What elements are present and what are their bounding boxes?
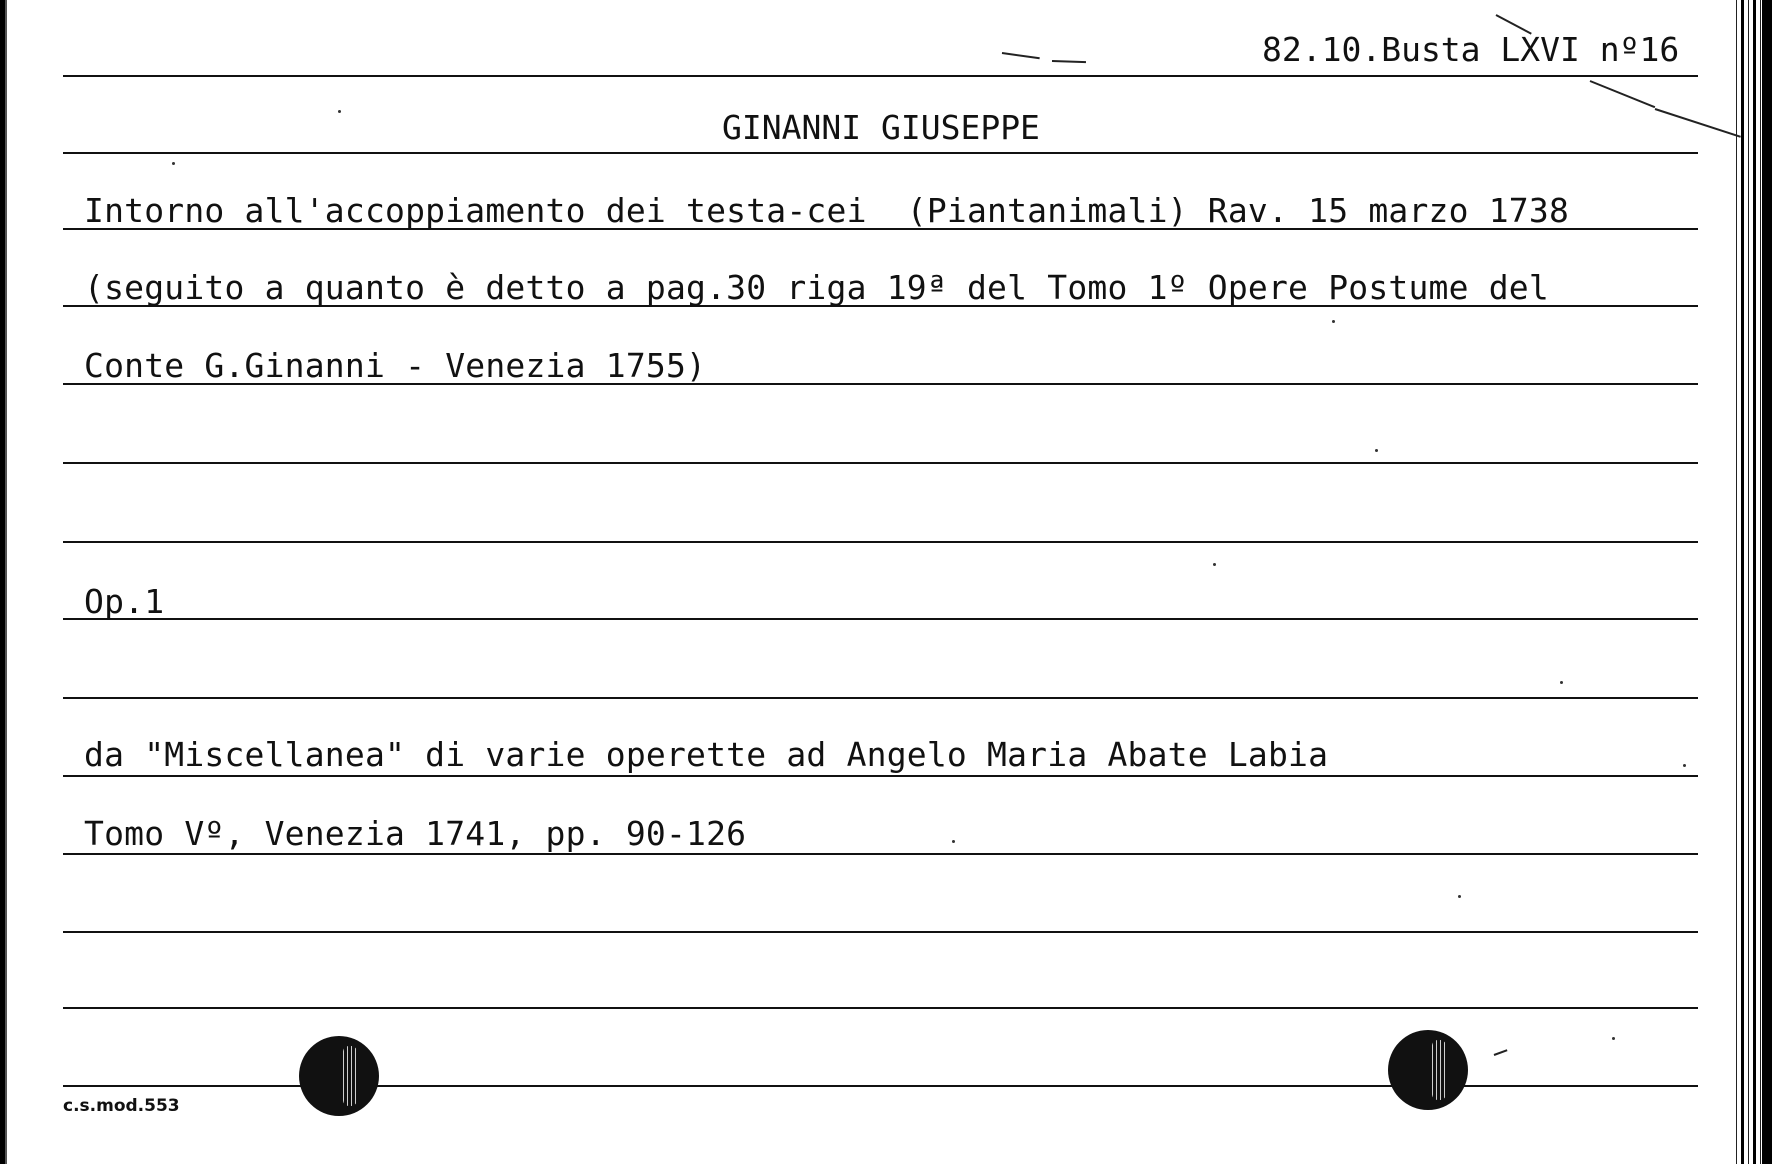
- scan-mark: [1002, 52, 1040, 59]
- speck: [338, 110, 341, 113]
- punch-hole-left: [299, 1036, 379, 1116]
- ruled-line: [63, 931, 1698, 933]
- ruled-line: [63, 853, 1698, 855]
- source-line-2: Tomo Vº, Venezia 1741, pp. 90-126: [84, 814, 747, 853]
- ruled-line: [63, 75, 1698, 77]
- speck: [1683, 764, 1686, 767]
- opus-number: Op.1: [84, 582, 165, 621]
- ruled-line: [63, 775, 1698, 777]
- speck: [1612, 1037, 1615, 1040]
- punch-hole-right: [1388, 1030, 1468, 1110]
- ruled-line: [63, 697, 1698, 699]
- ruled-line: [63, 462, 1698, 464]
- speck: [1213, 563, 1216, 566]
- entry-line-3: Conte G.Ginanni - Venezia 1755): [84, 346, 707, 385]
- ruled-line: [63, 541, 1698, 543]
- speck: [952, 840, 955, 843]
- scan-mark: [1494, 1049, 1508, 1056]
- speck: [1375, 449, 1378, 452]
- speck: [172, 162, 175, 165]
- card-left-edge: [0, 0, 12, 1164]
- form-code: c.s.mod.553: [63, 1096, 180, 1116]
- ruled-line: [63, 618, 1698, 620]
- ruled-line: [63, 1007, 1698, 1009]
- author-heading: GINANNI GIUSEPPE: [722, 108, 1040, 147]
- scan-mark: [1590, 80, 1656, 108]
- entry-line-1: Intorno all'accoppiamento dei testa-cei (Piantanimali) Rav. 15 marzo 1738: [84, 191, 1570, 230]
- speck: [1332, 320, 1335, 323]
- entry-line-2: (seguito a quanto è detto a pag.30 riga 19ª del Tomo 1º Opere Postume del: [84, 268, 1549, 307]
- source-line-1: da "Miscellanea" di varie operette ad Angelo Maria Abate Labia: [84, 735, 1329, 774]
- catalog-number: 82.10.Busta LXVI nº16: [1262, 30, 1680, 69]
- speck: [1560, 681, 1563, 684]
- ruled-line: [63, 152, 1698, 154]
- speck: [1458, 895, 1461, 898]
- card-right-shadow: [1762, 0, 1772, 1164]
- scan-mark: [1052, 60, 1086, 63]
